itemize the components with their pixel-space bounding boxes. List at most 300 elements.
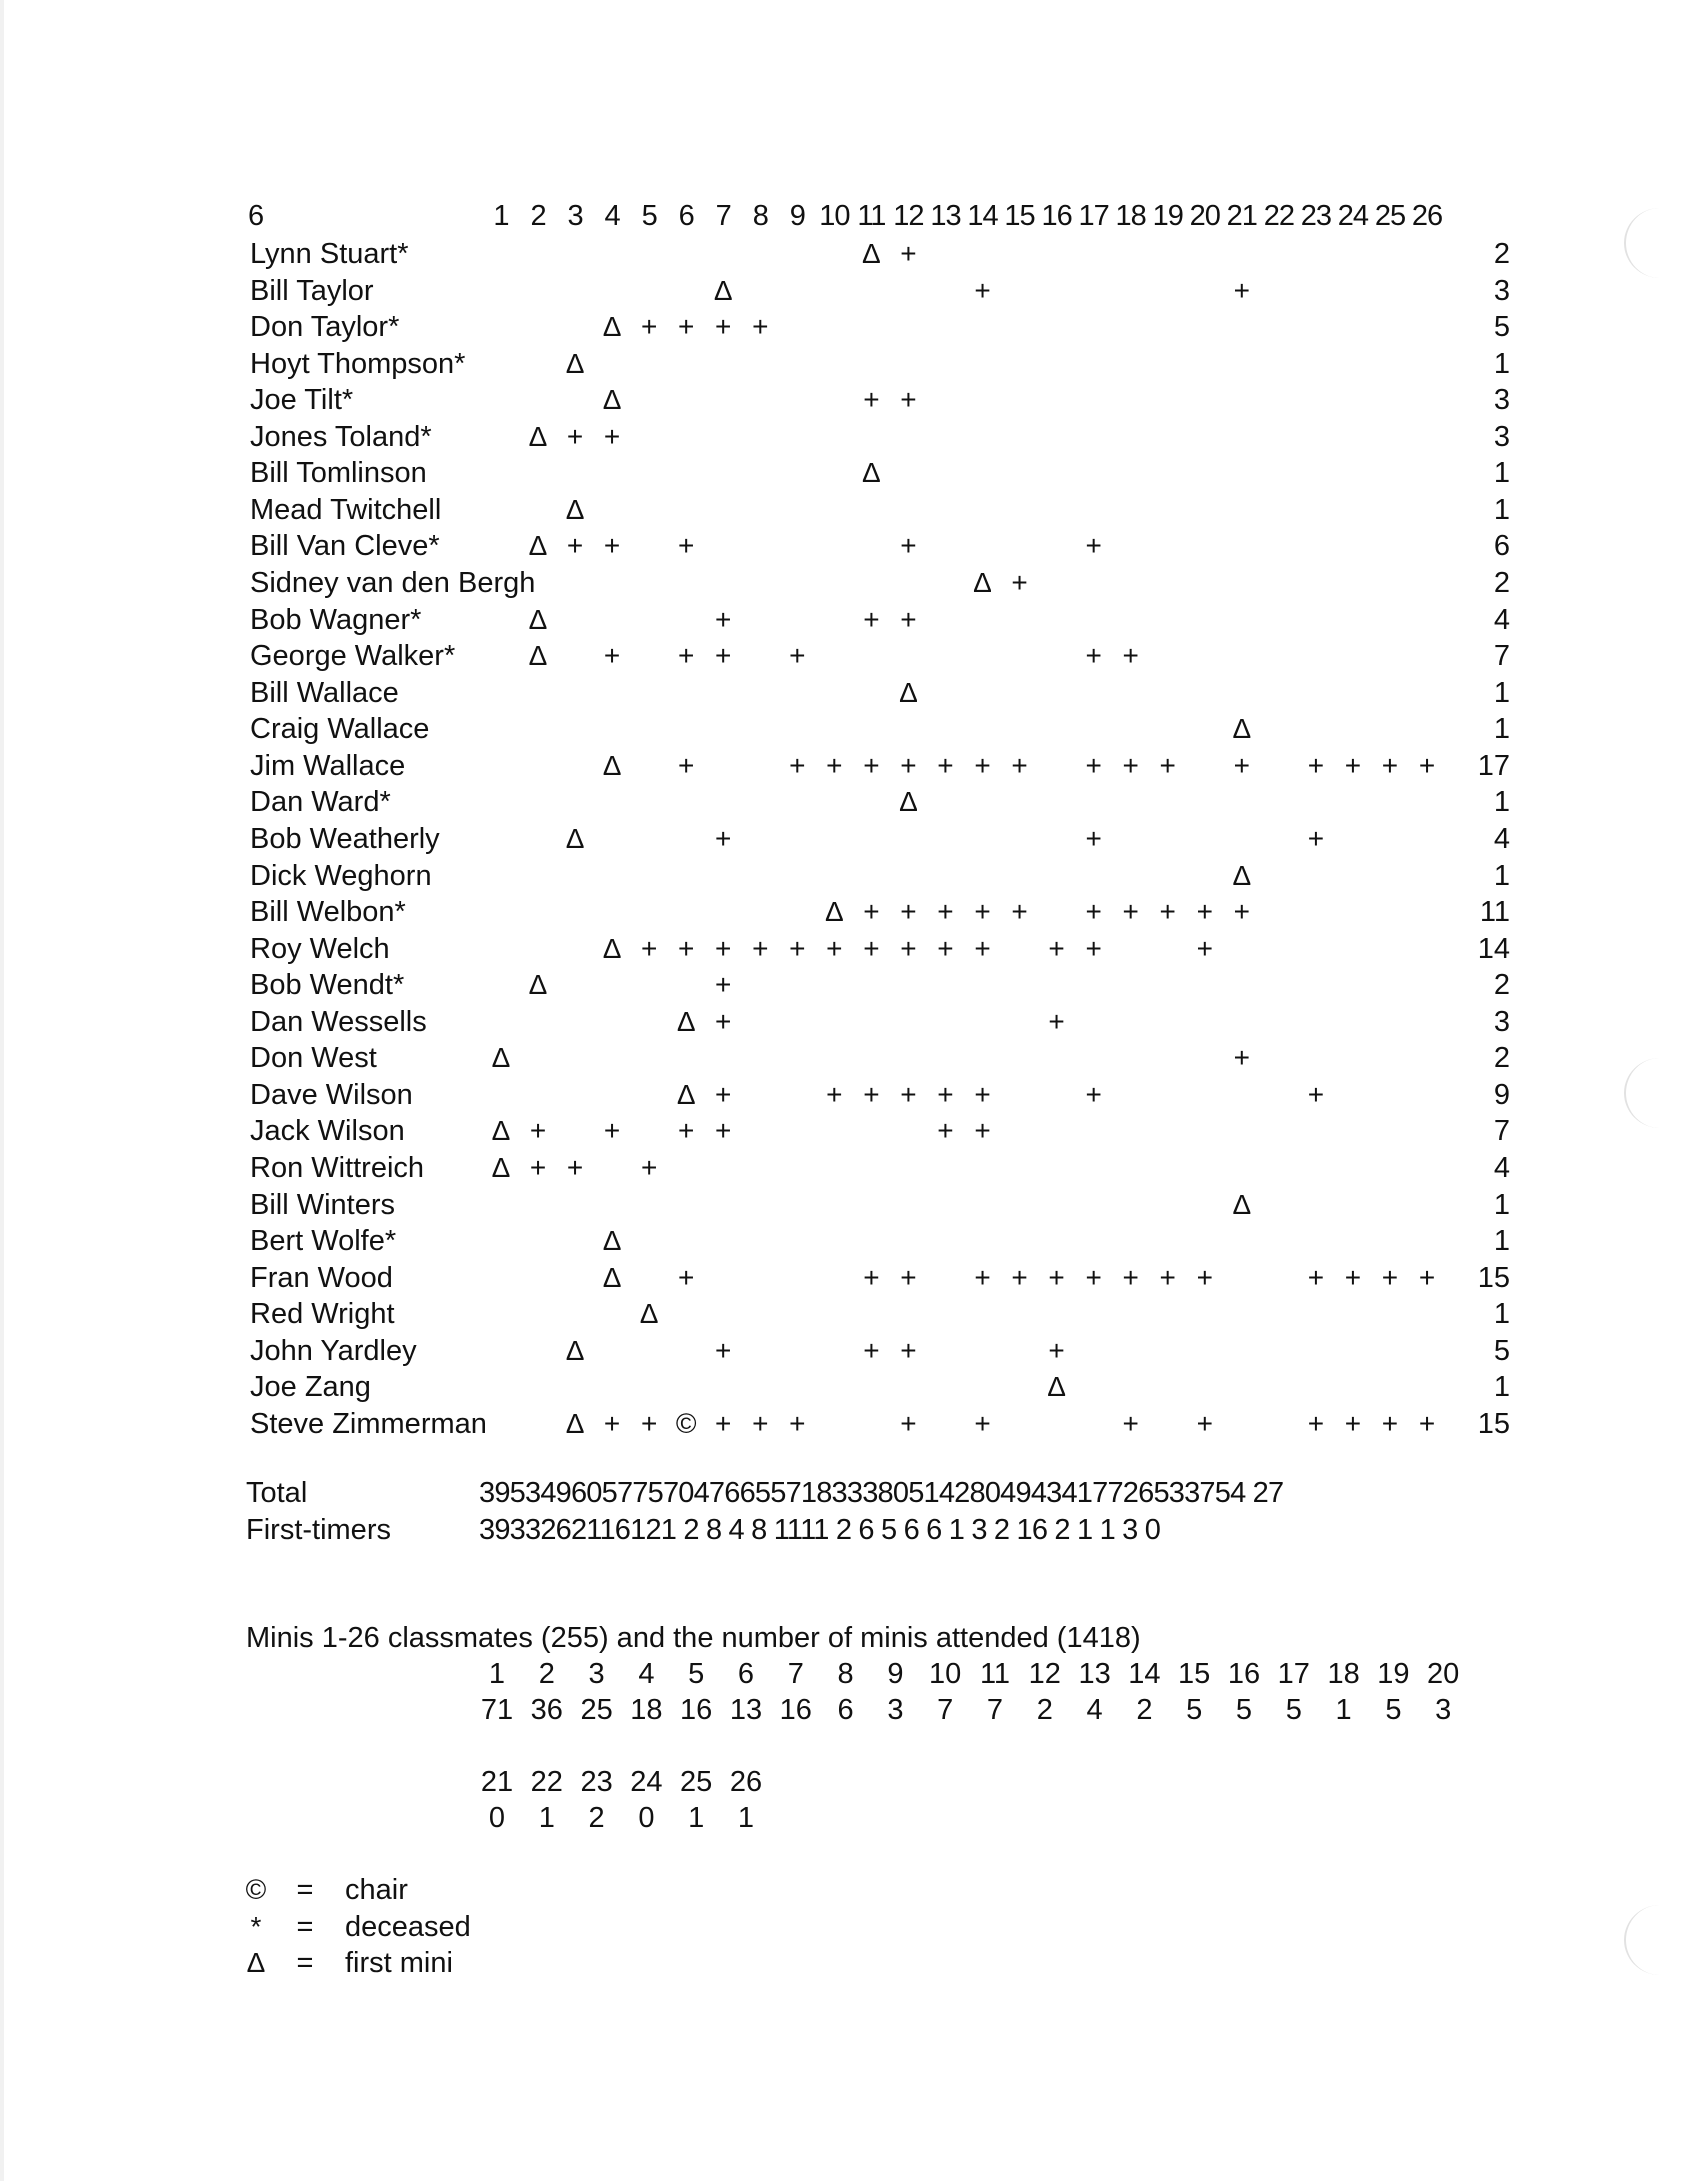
attended-mark: + (1381, 749, 1399, 781)
chair-mark: © (675, 1407, 697, 1439)
mini-number: 20 (1427, 1658, 1460, 1690)
legend-symbol: © (245, 1874, 267, 1905)
attended-mark: + (603, 640, 621, 672)
attended-mark: + (1418, 1261, 1436, 1293)
column-number: 21 (1226, 200, 1257, 232)
row-total: 1 (1493, 1371, 1510, 1404)
attended-mark: + (715, 932, 732, 964)
row-total: 5 (1493, 311, 1510, 344)
first-mini-mark: Δ (528, 603, 548, 635)
total-label: Total (246, 1477, 308, 1509)
legend-equals: = (296, 1874, 314, 1906)
attended-mark: + (1418, 749, 1436, 781)
attended-mark: + (529, 1152, 547, 1183)
first-mini-mark: Δ (1047, 1371, 1066, 1403)
attended-mark: + (863, 603, 880, 635)
mini-number: 18 (1327, 1658, 1360, 1690)
mini-number: 11 (979, 1658, 1011, 1690)
total-values: 39534960577570476655718333805142804943417726533754 27 (479, 1477, 1284, 1509)
attended-mark: + (715, 1078, 732, 1110)
legend-symbol: Δ (246, 1947, 266, 1978)
attended-mark: + (1307, 749, 1325, 781)
first-mini-mark: Δ (528, 640, 548, 672)
row-total: 3 (1493, 384, 1510, 417)
attended-mark: + (900, 932, 917, 964)
mini-number: 1 (488, 1658, 506, 1690)
attended-mark: + (715, 1407, 732, 1439)
member-name: Mead Twitchell (250, 493, 442, 526)
row-total: 1 (1493, 859, 1510, 892)
attended-mark: + (863, 932, 880, 964)
attended-mark: + (1307, 1078, 1325, 1110)
attended-mark: + (974, 1407, 991, 1439)
row-total: 1 (1493, 457, 1510, 490)
row-total: 3 (1493, 420, 1510, 453)
mini-number: 7 (787, 1658, 804, 1690)
legend-meaning: first mini (345, 1947, 453, 1979)
member-name: Dan Ward* (250, 786, 391, 819)
column-number: 23 (1300, 200, 1332, 232)
first-mini-mark: Δ (528, 420, 548, 452)
mini-count: 5 (1235, 1694, 1253, 1726)
mini-number: 25 (680, 1766, 713, 1798)
column-number: 19 (1152, 200, 1183, 232)
member-name: Bob Wendt* (250, 969, 405, 1002)
attended-mark: + (937, 1115, 954, 1147)
member-name: George Walker* (250, 640, 456, 673)
member-name: Bill Wallace (250, 676, 399, 709)
member-name: Red Wright (250, 1298, 395, 1331)
member-name: Sidney van den Bergh (250, 567, 536, 600)
first-mini-mark: Δ (713, 274, 733, 306)
attended-mark: + (974, 896, 991, 928)
column-number: 26 (1411, 200, 1443, 232)
attended-mark: + (603, 420, 621, 452)
attended-mark: + (1233, 896, 1250, 928)
legend-equals: = (296, 1910, 314, 1943)
column-number: 1 (493, 200, 509, 232)
row-total: 15 (1477, 1261, 1510, 1294)
mini-count: 7 (986, 1694, 1004, 1726)
mini-count: 1 (538, 1802, 555, 1834)
attended-mark: + (678, 749, 695, 781)
column-number: 4 (604, 200, 620, 232)
attended-mark: + (974, 1261, 991, 1293)
mini-count: 71 (480, 1694, 514, 1726)
member-name: Dan Wessells (250, 1005, 427, 1038)
attended-mark: + (863, 1334, 880, 1366)
first-mini-mark: Δ (565, 493, 585, 525)
first-mini-mark: Δ (565, 822, 585, 854)
member-name: Dick Weghorn (250, 859, 432, 892)
attended-mark: + (974, 1078, 991, 1110)
attended-mark: + (937, 896, 954, 928)
mini-count: 2 (1036, 1694, 1053, 1726)
attended-mark: + (1122, 749, 1139, 781)
mini-number: 3 (588, 1658, 605, 1690)
attended-mark: + (937, 932, 954, 964)
attended-mark: + (826, 749, 843, 781)
attended-mark: + (1159, 1261, 1176, 1293)
attended-mark: + (1307, 1407, 1325, 1439)
column-number: 3 (567, 200, 583, 232)
mini-count: 1 (737, 1802, 755, 1834)
binder-hole (1624, 1905, 1696, 1975)
row-total: 3 (1493, 1005, 1510, 1038)
attended-mark: + (1233, 749, 1250, 781)
mini-number: 12 (1028, 1658, 1061, 1690)
row-total: 2 (1493, 1042, 1510, 1075)
attended-mark: + (900, 530, 917, 562)
row-total: 11 (1479, 896, 1510, 929)
mini-count: 5 (1385, 1694, 1402, 1726)
row-total: 7 (1493, 1115, 1510, 1148)
first-mini-mark: Δ (602, 1225, 622, 1257)
attended-mark: + (1085, 932, 1102, 964)
row-total: 1 (1493, 676, 1510, 709)
attended-mark: + (678, 932, 695, 964)
mini-number: 23 (580, 1766, 613, 1798)
attended-mark: + (1011, 896, 1028, 928)
member-name: Joe Tilt* (250, 384, 354, 417)
attended-mark: + (900, 1078, 917, 1110)
row-total: 1 (1493, 786, 1510, 819)
binder-hole (1624, 208, 1696, 278)
first-timers-values: 3933262116121 2 8 4 8 1111 2 6 5 6 6 1 3 2 16 2 1 1 3 0 (479, 1514, 1161, 1546)
column-number: 7 (715, 200, 731, 232)
member-name: Roy Welch (250, 932, 390, 965)
attended-mark: + (1048, 932, 1065, 964)
attended-mark: + (826, 1078, 843, 1110)
first-mini-mark: Δ (565, 1407, 585, 1439)
attended-mark: + (1159, 896, 1176, 928)
attended-mark: + (1381, 1407, 1399, 1439)
member-name: Bob Wagner* (250, 603, 422, 636)
mini-count: 36 (530, 1694, 563, 1726)
attended-mark: + (566, 1152, 584, 1183)
attended-mark: + (1085, 1261, 1102, 1293)
first-mini-mark: Δ (491, 1042, 511, 1074)
attended-mark: + (1418, 1407, 1436, 1439)
member-name: Bill Tomlinson (250, 457, 427, 490)
attended-mark: + (715, 822, 732, 854)
first-mini-mark: Δ (1232, 1188, 1252, 1220)
mini-count: 0 (638, 1802, 655, 1834)
column-number: 25 (1374, 200, 1406, 232)
member-name: Don West (250, 1042, 377, 1075)
legend-meaning: deceased (345, 1910, 471, 1943)
attended-mark: + (1196, 1407, 1213, 1439)
first-mini-mark: Δ (528, 530, 548, 562)
mini-number: 4 (638, 1658, 655, 1690)
row-total: 2 (1493, 567, 1510, 600)
first-mini-mark: Δ (602, 932, 622, 964)
member-name: Hoyt Thompson* (250, 347, 466, 380)
attended-mark: + (640, 1407, 658, 1439)
first-mini-mark: Δ (825, 896, 844, 928)
member-name: Bill Winters (250, 1188, 396, 1221)
attended-mark: + (863, 896, 880, 928)
attended-mark: + (1344, 749, 1362, 781)
mini-number: 21 (480, 1766, 514, 1798)
attended-mark: + (603, 530, 621, 562)
attended-mark: + (900, 896, 917, 928)
attended-mark: + (1011, 567, 1028, 599)
attended-mark: + (1085, 640, 1102, 672)
attended-mark: + (900, 749, 917, 781)
mini-count: 5 (1186, 1694, 1203, 1726)
mini-number: 24 (630, 1766, 663, 1798)
attended-mark: + (900, 1407, 917, 1439)
attended-mark: + (678, 530, 695, 562)
attended-mark: + (1196, 1261, 1213, 1293)
mini-count: 16 (680, 1694, 713, 1726)
member-name: Bill Van Cleve* (250, 530, 440, 563)
legend-symbol: * (250, 1910, 262, 1942)
attended-mark: + (566, 530, 584, 562)
first-mini-mark: Δ (602, 1261, 622, 1293)
first-mini-mark: Δ (639, 1298, 659, 1330)
row-total: 1 (1493, 713, 1510, 746)
attended-mark: + (529, 1115, 547, 1147)
attended-mark: + (1085, 822, 1102, 854)
column-number: 24 (1337, 200, 1369, 232)
row-total: 1 (1493, 493, 1510, 526)
row-total: 4 (1493, 603, 1510, 636)
first-mini-mark: Δ (676, 1005, 696, 1037)
attended-mark: + (974, 274, 991, 306)
attended-mark: + (1011, 749, 1028, 781)
mini-count: 13 (729, 1694, 763, 1726)
attended-mark: + (715, 603, 732, 635)
first-mini-mark: Δ (602, 749, 622, 781)
attended-mark: + (1048, 1005, 1065, 1037)
attended-mark: + (1196, 896, 1213, 928)
member-name: Joe Zang (250, 1371, 371, 1404)
member-name: Craig Wallace (250, 713, 430, 746)
row-total: 2 (1493, 969, 1510, 1002)
mini-number: 13 (1078, 1658, 1111, 1690)
attended-mark: + (715, 1334, 732, 1366)
attended-mark: + (789, 1407, 806, 1439)
attended-mark: + (826, 932, 843, 964)
attended-mark: + (1085, 1078, 1102, 1110)
member-name: Jim Wallace (250, 749, 406, 782)
attended-mark: + (752, 932, 769, 964)
first-mini-mark: Δ (862, 457, 881, 489)
mini-count: 3 (1435, 1694, 1452, 1726)
column-number: 18 (1115, 200, 1146, 232)
member-name: Jones Toland* (250, 420, 432, 453)
attended-mark: + (863, 749, 880, 781)
attended-mark: + (1344, 1261, 1362, 1293)
attended-mark: + (1381, 1261, 1399, 1293)
attended-mark: + (863, 1078, 880, 1110)
attended-mark: + (974, 749, 991, 781)
legend-meaning: chair (345, 1874, 408, 1906)
mini-count: 3 (887, 1694, 904, 1726)
attended-mark: + (715, 1005, 732, 1037)
mini-number: 15 (1178, 1658, 1211, 1690)
mini-count: 1 (1335, 1694, 1352, 1726)
column-number: 10 (819, 200, 850, 232)
attended-mark: + (863, 1261, 880, 1293)
attended-mark: + (974, 932, 991, 964)
first-timers-label: First-timers (246, 1514, 391, 1546)
mini-count: 2 (588, 1802, 605, 1834)
member-name: Don Taylor* (250, 311, 400, 344)
attended-mark: + (678, 311, 695, 343)
attended-mark: + (1233, 1042, 1250, 1074)
member-name: Jack Wilson (250, 1115, 405, 1148)
attended-mark: + (752, 1407, 769, 1439)
attended-mark: + (1196, 932, 1213, 964)
member-name: Bert Wolfe* (250, 1225, 397, 1258)
attended-mark: + (1011, 1261, 1028, 1293)
attended-mark: + (937, 749, 954, 781)
mini-number: 26 (729, 1766, 763, 1798)
attended-mark: + (1122, 1407, 1139, 1439)
column-number: 17 (1078, 200, 1109, 232)
attended-mark: + (1085, 530, 1102, 562)
attended-mark: + (1307, 822, 1325, 854)
attended-mark: + (1122, 640, 1139, 672)
mini-count: 18 (630, 1694, 663, 1726)
attended-mark: + (900, 603, 917, 635)
column-number: 12 (893, 200, 924, 232)
row-total: 4 (1493, 822, 1510, 855)
first-mini-mark: Δ (1232, 859, 1252, 891)
mini-number: 6 (737, 1658, 755, 1690)
mini-number: 10 (929, 1658, 962, 1690)
attended-mark: + (974, 1115, 991, 1147)
mini-number: 22 (530, 1766, 563, 1798)
row-total: 15 (1477, 1407, 1510, 1440)
mini-count: 7 (937, 1694, 954, 1726)
first-mini-mark: Δ (565, 347, 585, 379)
mini-count: 25 (580, 1694, 613, 1726)
column-number: 20 (1189, 200, 1220, 232)
mini-count: 2 (1136, 1694, 1153, 1726)
first-mini-mark: Δ (973, 567, 992, 599)
attended-mark: + (1122, 1261, 1139, 1293)
mini-count: 0 (488, 1802, 506, 1834)
attended-mark: + (900, 1334, 917, 1366)
attended-mark: + (752, 311, 769, 343)
column-number: 2 (530, 200, 546, 232)
mini-number: 17 (1277, 1658, 1310, 1690)
mini-number: 16 (1227, 1658, 1261, 1690)
attended-mark: + (678, 640, 695, 672)
attended-mark: + (1344, 1407, 1362, 1439)
attended-mark: + (640, 932, 658, 964)
first-mini-mark: Δ (899, 786, 918, 818)
attended-mark: + (715, 969, 732, 1001)
attended-mark: + (789, 749, 806, 781)
attended-mark: + (863, 384, 880, 416)
attended-mark: + (937, 1078, 954, 1110)
column-number: 9 (789, 200, 805, 232)
member-name: Steve Zimmerman (250, 1407, 487, 1440)
attended-mark: + (1085, 749, 1102, 781)
attended-mark: + (789, 640, 806, 672)
row-total: 1 (1493, 347, 1510, 380)
column-number: 8 (752, 200, 768, 232)
mini-count: 1 (688, 1802, 705, 1834)
attended-mark: + (900, 384, 917, 416)
row-total: 6 (1493, 530, 1510, 563)
first-mini-mark: Δ (565, 1334, 585, 1366)
attended-mark: + (603, 1407, 621, 1439)
attended-mark: + (715, 1115, 732, 1147)
column-number: 22 (1263, 200, 1294, 232)
attended-mark: + (900, 238, 917, 269)
member-name: Lynn Stuart* (250, 238, 409, 270)
attended-mark: + (1307, 1261, 1325, 1293)
column-number: 16 (1041, 200, 1072, 232)
binder-hole (1624, 1058, 1696, 1128)
row-total: 1 (1493, 1298, 1510, 1331)
mini-count: 5 (1285, 1694, 1302, 1726)
row-total: 7 (1493, 640, 1510, 673)
column-number: 15 (1004, 200, 1035, 232)
row-total: 5 (1493, 1334, 1510, 1367)
mini-count: 16 (779, 1694, 812, 1726)
mini-number: 2 (538, 1658, 555, 1690)
member-name: Bob Weatherly (250, 822, 440, 855)
legend-equals: = (296, 1947, 314, 1979)
first-mini-mark: Δ (899, 676, 918, 708)
summary-title: Minis 1-26 classmates (255) and the number of minis attended (1418) (246, 1622, 1141, 1654)
row-total: 1 (1493, 1188, 1510, 1221)
first-mini-mark: Δ (602, 311, 622, 343)
member-name: Dave Wilson (250, 1078, 413, 1111)
first-mini-mark: Δ (1232, 713, 1252, 745)
row-total: 1 (1493, 1225, 1510, 1258)
attended-mark: + (900, 1261, 917, 1293)
row-total: 2 (1493, 238, 1510, 270)
column-number: 13 (930, 200, 961, 232)
first-mini-mark: Δ (602, 384, 622, 416)
attended-mark: + (566, 420, 584, 452)
mini-count: 4 (1086, 1694, 1103, 1726)
attended-mark: + (715, 311, 732, 343)
column-number: 11 (857, 200, 886, 232)
row-total: 9 (1493, 1078, 1510, 1111)
attended-mark: + (1233, 274, 1250, 306)
first-mini-mark: Δ (491, 1115, 511, 1147)
mini-number: 5 (688, 1658, 705, 1690)
member-name: Bill Welbon* (250, 896, 406, 929)
member-name: Fran Wood (250, 1261, 393, 1294)
row-total: 3 (1493, 274, 1510, 307)
attended-mark: + (1122, 896, 1139, 928)
row-total: 4 (1493, 1152, 1510, 1184)
first-mini-mark: Δ (862, 238, 881, 269)
first-mini-mark: Δ (676, 1078, 696, 1110)
page-number: 6 (248, 200, 265, 232)
attended-mark: + (603, 1115, 621, 1147)
attended-mark: + (640, 311, 658, 343)
column-number: 6 (678, 200, 694, 232)
row-total: 14 (1477, 932, 1510, 965)
first-mini-mark: Δ (528, 969, 548, 1001)
attended-mark: + (640, 1152, 658, 1183)
mini-count: 6 (837, 1694, 854, 1726)
member-name: John Yardley (250, 1334, 417, 1367)
mini-number: 19 (1377, 1658, 1410, 1690)
row-total: 17 (1477, 749, 1510, 782)
